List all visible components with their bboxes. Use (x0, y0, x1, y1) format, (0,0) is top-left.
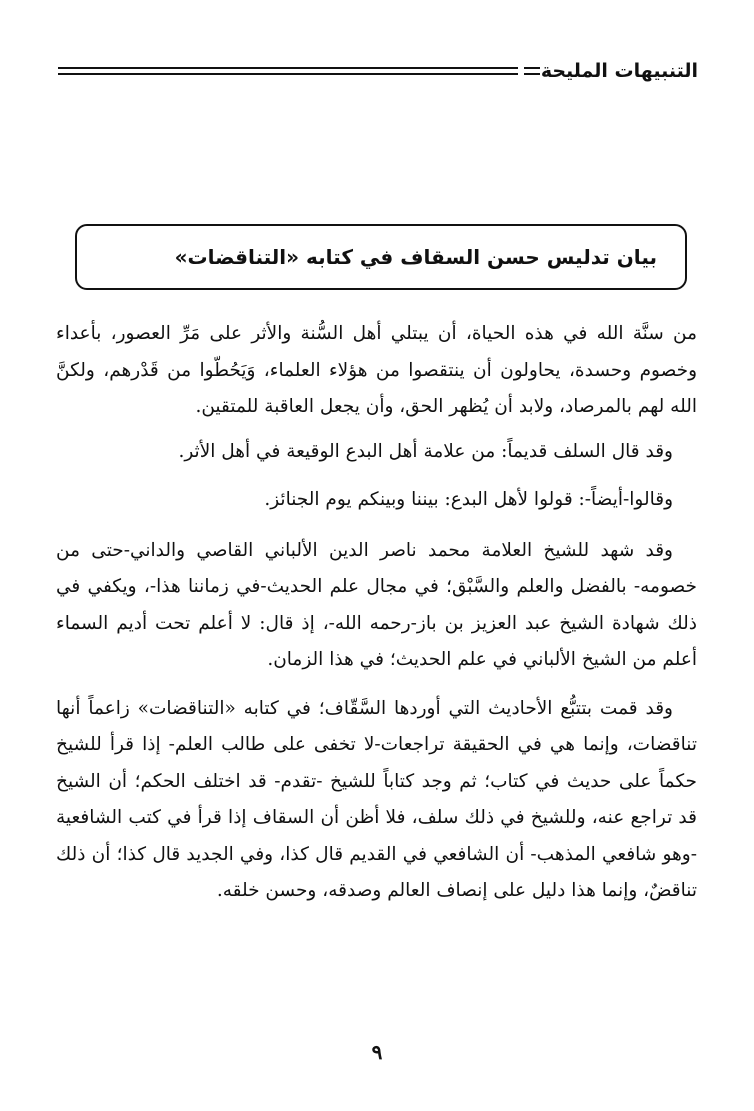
page-number: ٩ (371, 1040, 383, 1064)
paragraph: من سنَّة الله في هذه الحياة، أن يبتلي أهل السُّنة والأثر على مَرِّ العصور، بأعداء وخصوم وحسدة، يحاولون أن ينتقصوا من هؤلاء العلماء، وَيَحُطّوا من قَدْرهم، ولكنَّ الله لهم بالمرصاد، ولابد أن يُظهر الحق، وأن يجعل العاقبة للمتقين. (56, 323, 697, 417)
body-text (56, 316, 697, 910)
section-title: بيان تدليس حسن السقاف في كتابه «التناقضات» (174, 245, 657, 269)
paragraph: وقد قمت بتتبُّع الأحاديث التي أوردها السَّقّاف؛ في كتابه «التناقضات» زاعماً أنها تناقضات، وإنما هي في الحقيقة تراجعات-لا تخفى على طالب العلم- إذا قرأ للشيخ حكماً على حديث في كتاب؛ ثم وجد كتاباً للشيخ -تقدم- قد اختلف الحكم؛ أن الشيخ قد تراجع عنه، وللشيخ في ذلك سلف، فلا أظن أن السقاف إذا قرأ في كتب الشافعية -وهو شافعي المذهب- أن الشافعي في القديم قال كذا، وفي الجديد قال كذا؛ أن ذلك تناقضٌ، وإنما هذا دليل على إنصاف العالم وصدقه، وحسن خلقه. (56, 697, 697, 901)
header-double-rule (58, 67, 518, 75)
header-rule-dash (524, 67, 540, 75)
paragraph: وقالوا-أيضاً-: قولوا لأهل البدع: بيننا وبينكم يوم الجنائز. (264, 489, 673, 510)
running-header (58, 58, 698, 88)
book-title: التنبيهات المليحة (540, 60, 698, 82)
paragraph: وقد قال السلف قديماً: من علامة أهل البدع الوقيعة في أهل الأثر. (178, 440, 673, 462)
section-title-box (75, 224, 687, 290)
paragraph: وقد شهد للشيخ العلامة محمد ناصر الدين الألباني القاصي والداني-حتى من خصومه- بالفضل والعلم والسَّبْق؛ في مجال علم الحديث-في زماننا هذا-، ويكفي في ذلك شهادة الشيخ عبد العزيز بن باز-رحمه الله-، إذ قال: لا أعلم تحت أديم السماء أعلم من الشيخ الألباني في علم الحديث؛ في هذا الزمان. (56, 539, 697, 670)
